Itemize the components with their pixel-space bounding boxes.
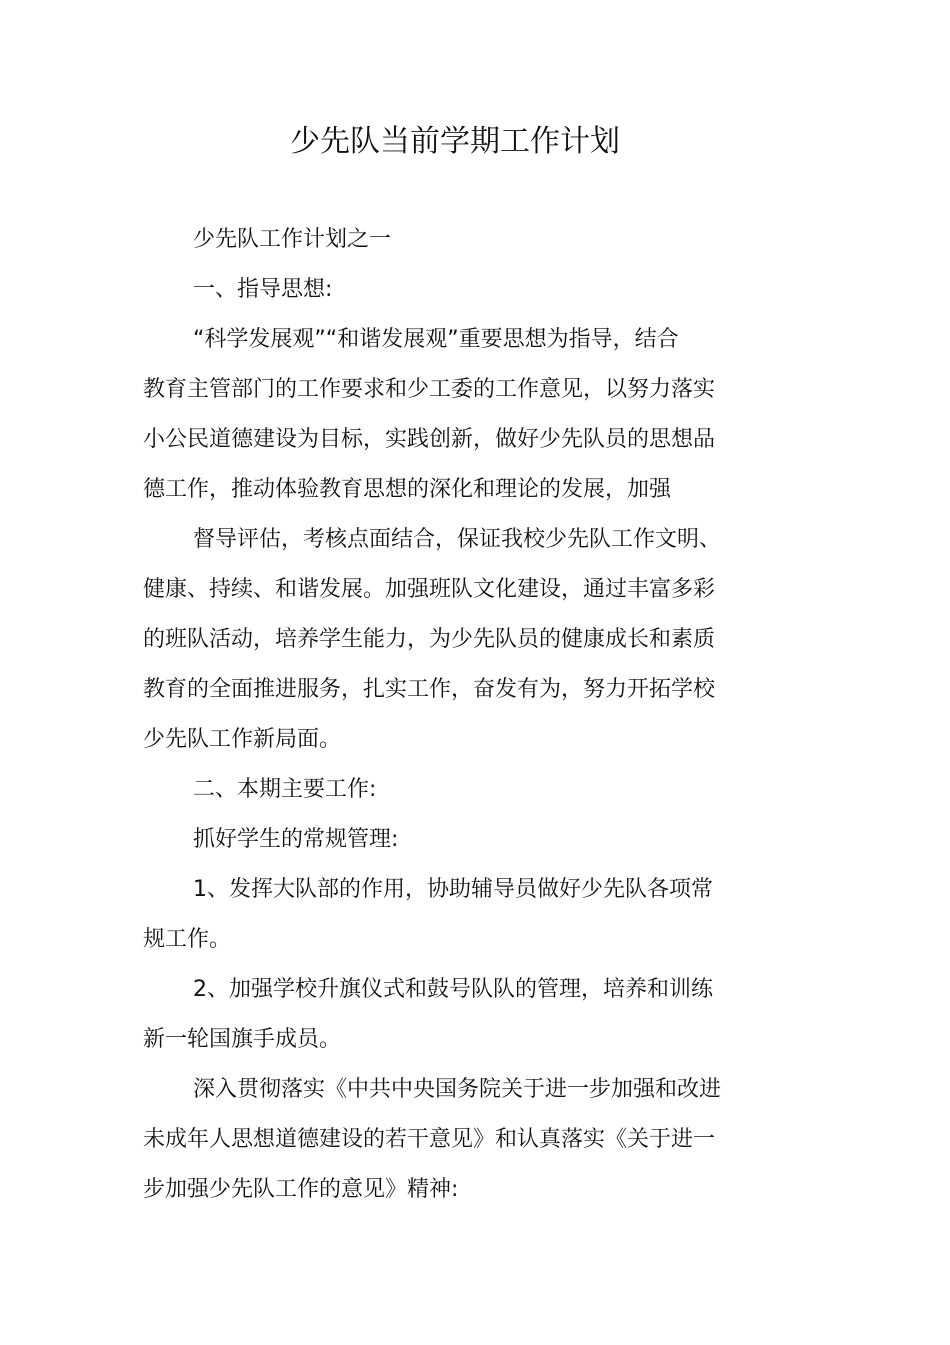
- paragraph-line: 的班队活动，培养学生能力，为少先队员的健康成长和素质: [143, 627, 716, 652]
- paragraph-line: 小公民道德建设为目标，实践创新，做好少先队员的思想品: [143, 427, 716, 452]
- paragraph-line: 少先队工作新局面。: [143, 727, 342, 752]
- paragraph-line: 督导评估，考核点面结合，保证我校少先队工作文明、: [193, 527, 722, 552]
- paragraph-line: “科学发展观”“和谐发展观”重要思想为指导，结合: [193, 327, 679, 352]
- paragraph-line: 教育的全面推进服务，扎实工作，奋发有为，努力开拓学校: [143, 677, 716, 702]
- list-item-line: 规工作。: [143, 927, 232, 952]
- document-title: 少先队当前学期工作计划: [290, 124, 620, 159]
- paragraph-line: 深入贯彻落实《中共中央国务院关于进一步加强和改进: [193, 1077, 722, 1102]
- paragraph-line: 健康、持续、和谐发展。加强班队文化建设，通过丰富多彩: [143, 577, 716, 602]
- paragraph-line: 德工作，推动体验教育思想的深化和理论的发展，加强: [143, 477, 672, 502]
- section-heading: 一、指导思想:: [193, 277, 333, 302]
- section-subtitle: 少先队工作计划之一: [193, 227, 392, 252]
- list-item-line: 2、加强学校升旗仪式和鼓号队队的管理，培养和训练: [193, 977, 713, 1002]
- paragraph-line: 步加强少先队工作的意见》精神:: [143, 1177, 459, 1202]
- paragraph-line: 未成年人思想道德建设的若干意见》和认真落实《关于进一: [143, 1127, 716, 1152]
- paragraph-line: 抓好学生的常规管理:: [193, 827, 399, 852]
- section-heading: 二、本期主要工作:: [193, 777, 377, 802]
- paragraph-line: 教育主管部门的工作要求和少工委的工作意见，以努力落实: [143, 377, 716, 402]
- list-item-line: 1、发挥大队部的作用，协助辅导员做好少先队各项常: [193, 877, 713, 902]
- list-item-line: 新一轮国旗手成员。: [143, 1027, 342, 1052]
